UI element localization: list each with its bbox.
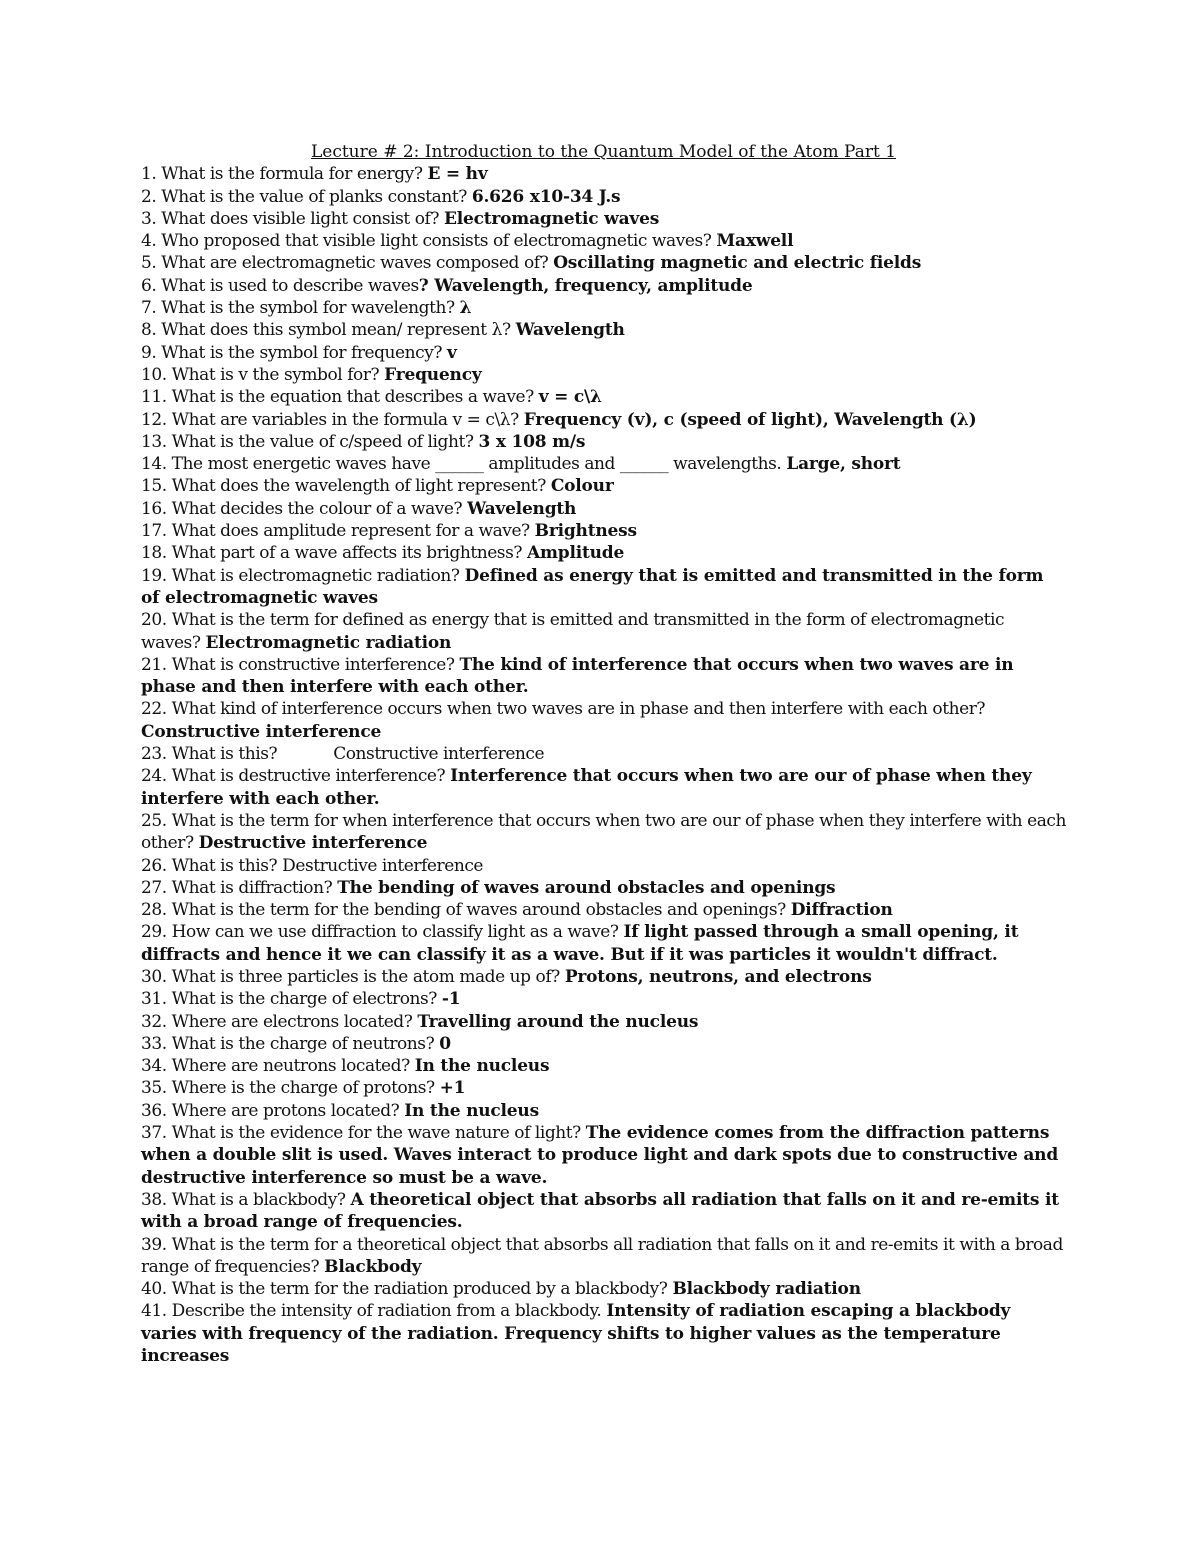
qa-item	[141, 1100, 1066, 1122]
answer-text: Oscillating magnetic and electric fields	[553, 253, 922, 274]
qa-item	[141, 877, 1066, 899]
question-text: 2. What is the value of planks constant?	[141, 186, 472, 207]
qa-item	[141, 453, 1066, 475]
question-text: 28. What is the term for the bending of waves around obstacles and openings?	[141, 900, 791, 921]
qa-item	[141, 275, 1066, 297]
answer-text: Maxwell	[716, 231, 794, 252]
question-text: 25. What is the term for when interference that occurs when two are our of phase when they interfere with each other?	[141, 810, 1066, 854]
qa-item	[141, 475, 1066, 497]
question-text: 18. What part of a wave affects its brightness?	[141, 543, 527, 564]
qa-item	[141, 542, 1066, 564]
document-title: Lecture # 2: Introduction to the Quantum Model of the Atom Part 1	[310, 142, 897, 162]
answer-text: Protons, neutrons, and electrons	[564, 966, 872, 987]
qa-item	[141, 966, 1066, 988]
qa-item	[141, 1077, 1066, 1099]
qa-item	[141, 1234, 1066, 1279]
question-text: 30. What is three particles is the atom made up of?	[141, 966, 565, 987]
answer-text: v	[447, 342, 457, 363]
question-text: 35. Where is the charge of protons?	[141, 1078, 440, 1099]
qa-item	[141, 609, 1066, 654]
answer-text: Frequency	[384, 364, 482, 385]
qa-item	[141, 899, 1066, 921]
qa-item	[141, 698, 1066, 743]
answer-text: In the nucleus	[414, 1056, 550, 1077]
qa-item	[141, 520, 1066, 542]
question-text: 12. What are variables in the formula v = c\λ?	[141, 409, 524, 430]
answer-text: Constructive interference	[141, 721, 382, 742]
answer-text: A theoretical object that absorbs all radiation that falls on it and re-emits it with a broad range of frequencies.	[141, 1189, 1059, 1233]
qa-item	[141, 1055, 1066, 1077]
qa-item	[141, 342, 1066, 364]
answer-text: Amplitude	[526, 543, 625, 564]
answer-text: Electromagnetic radiation	[205, 632, 452, 653]
qa-item	[141, 654, 1066, 699]
qa-item	[141, 163, 1066, 185]
answer-text: 0	[439, 1033, 451, 1054]
question-text: 23. What is this?	[141, 744, 278, 765]
qa-item	[141, 1189, 1066, 1234]
question-text: 26. What is this? Destructive interference	[141, 855, 484, 876]
answer-text: Travelling around the nucleus	[417, 1011, 699, 1032]
question-text: 4. Who proposed that visible light consists of electromagnetic waves?	[141, 231, 717, 252]
question-text: 15. What does the wavelength of light represent?	[141, 476, 551, 497]
answer-text: The bending of waves around obstacles and openings	[337, 877, 836, 898]
qa-item	[141, 208, 1066, 230]
qa-list	[141, 163, 1066, 1367]
question-text: 33. What is the charge of neutrons?	[141, 1033, 440, 1054]
answer-text: E = hv	[427, 164, 488, 185]
answer-text: ? Wavelength, frequency, amplitude	[418, 275, 753, 296]
qa-item	[141, 988, 1066, 1010]
question-text: 5. What are electromagnetic waves composed of?	[141, 253, 554, 274]
qa-item	[141, 1278, 1066, 1300]
question-text: 31. What is the charge of electrons?	[141, 989, 442, 1010]
question-text: 34. Where are neutrons located?	[141, 1056, 415, 1077]
qa-item	[141, 386, 1066, 408]
answer-text: Wavelength	[515, 320, 625, 341]
answer-text: Blackbody	[324, 1256, 422, 1277]
question-text: 9. What is the symbol for frequency?	[141, 342, 448, 363]
answer-text: Wavelength	[467, 498, 577, 519]
question-text: 6. What is used to describe waves	[141, 275, 419, 296]
answer-text: Destructive interference	[198, 833, 428, 854]
question-text: 37. What is the evidence for the wave nature of light?	[141, 1123, 586, 1144]
document-page	[141, 141, 1066, 1367]
qa-item	[141, 431, 1066, 453]
question-text: 36. Where are protons located?	[141, 1100, 405, 1121]
question-text: 16. What decides the colour of a wave?	[141, 498, 468, 519]
answer-text: Blackbody radiation	[672, 1279, 861, 1300]
question-text: 1. What is the formula for energy?	[141, 164, 428, 185]
qa-item	[141, 1033, 1066, 1055]
answer-text: Colour	[550, 476, 614, 497]
qa-item	[141, 1300, 1066, 1367]
qa-item	[141, 855, 1066, 877]
qa-item	[141, 364, 1066, 386]
answer-text: v = c\λ	[538, 387, 602, 408]
question-text: 7. What is the symbol for wavelength?	[141, 298, 460, 319]
answer-text: In the nucleus	[404, 1100, 539, 1121]
question-text: 11. What is the equation that describes a wave?	[141, 387, 539, 408]
qa-item	[141, 252, 1066, 274]
answer-text: +1	[439, 1078, 466, 1099]
question-text: 22. What kind of interference occurs when two waves are in phase and then interfere with each other?	[141, 699, 986, 720]
answer-text: The kind of interference that occurs when two waves are in phase and then interfere with each other.	[141, 654, 1014, 698]
answer-text: Electromagnetic waves	[443, 208, 660, 229]
question-text: 17. What does amplitude represent for a wave?	[141, 521, 535, 542]
qa-item	[141, 1011, 1066, 1033]
answer-text: 6.626 x10-34 J.s	[471, 186, 621, 207]
answer-text: Brightness	[534, 521, 637, 542]
question-text: 24. What is destructive interference?	[141, 766, 451, 787]
answer-text: The evidence comes from the diffraction patterns when a double slit is used. Waves interact to produce light and dark spots due to constructive and destructive interference so must be a wave.	[141, 1123, 1059, 1188]
answer-plain-text: Constructive interference	[333, 744, 545, 765]
qa-item	[141, 765, 1066, 810]
question-text: 21. What is constructive interference?	[141, 654, 460, 675]
answer-text: -1	[441, 989, 461, 1010]
question-text: 14. The most energetic waves have ______ amplitudes and ______ wavelengths.	[141, 454, 787, 475]
qa-item	[141, 409, 1066, 431]
answer-text: If light passed through a small opening, it diffracts and hence it we can classify it as a wave. But if it was particles it wouldn't diffract.	[141, 922, 1019, 965]
answer-text: 3 x 108 m/s	[478, 431, 586, 452]
qa-item	[141, 565, 1066, 610]
answer-text: λ	[459, 298, 472, 319]
qa-item	[141, 297, 1066, 319]
question-text: 13. What is the value of c/speed of light?	[141, 431, 479, 452]
question-text: 29. How can we use diffraction to classify light as a wave?	[141, 922, 624, 943]
question-text: 27. What is diffraction?	[141, 877, 338, 898]
answer-text: Large, short	[786, 454, 901, 475]
question-text: 38. What is a blackbody?	[141, 1189, 351, 1210]
question-text: 3. What does visible light consist of?	[141, 208, 444, 229]
qa-item	[141, 186, 1066, 208]
answer-text: Intensity of radiation escaping a blackbody varies with frequency of the radiation. Frequency shifts to higher values as the temperature increases	[141, 1301, 1011, 1367]
qa-item	[141, 319, 1066, 341]
answer-text: Diffraction	[790, 900, 893, 921]
question-text: 8. What does this symbol mean/ represent λ?	[141, 320, 516, 341]
answer-text: Frequency (v), c (speed of light), Wavelength (λ)	[523, 409, 977, 430]
qa-item	[141, 230, 1066, 252]
question-text: 10. What is v the symbol for?	[141, 364, 385, 385]
question-text: 40. What is the term for the radiation produced by a blackbody?	[141, 1279, 673, 1300]
qa-item	[141, 498, 1066, 520]
question-text: 19. What is electromagnetic radiation?	[141, 565, 465, 586]
answer-text: Interference that occurs when two are our of phase when they interfere with each other.	[141, 766, 1032, 809]
qa-item	[141, 1122, 1066, 1189]
answer-text: Defined as energy that is emitted and transmitted in the form of electromagnetic waves	[141, 565, 1044, 608]
qa-item	[141, 743, 1066, 765]
qa-item	[141, 810, 1066, 855]
question-text: 41. Describe the intensity of radiation from a blackbody.	[141, 1301, 607, 1322]
question-text: 39. What is the term for a theoretical object that absorbs all radiation that falls on it and re-emits it with a broad range of frequencies?	[141, 1234, 1063, 1277]
qa-item	[141, 921, 1066, 966]
question-text: 32. Where are electrons located?	[141, 1011, 418, 1032]
question-text: 20. What is the term for defined as energy that is emitted and transmitted in the form of electromagnetic waves?	[141, 610, 1005, 653]
